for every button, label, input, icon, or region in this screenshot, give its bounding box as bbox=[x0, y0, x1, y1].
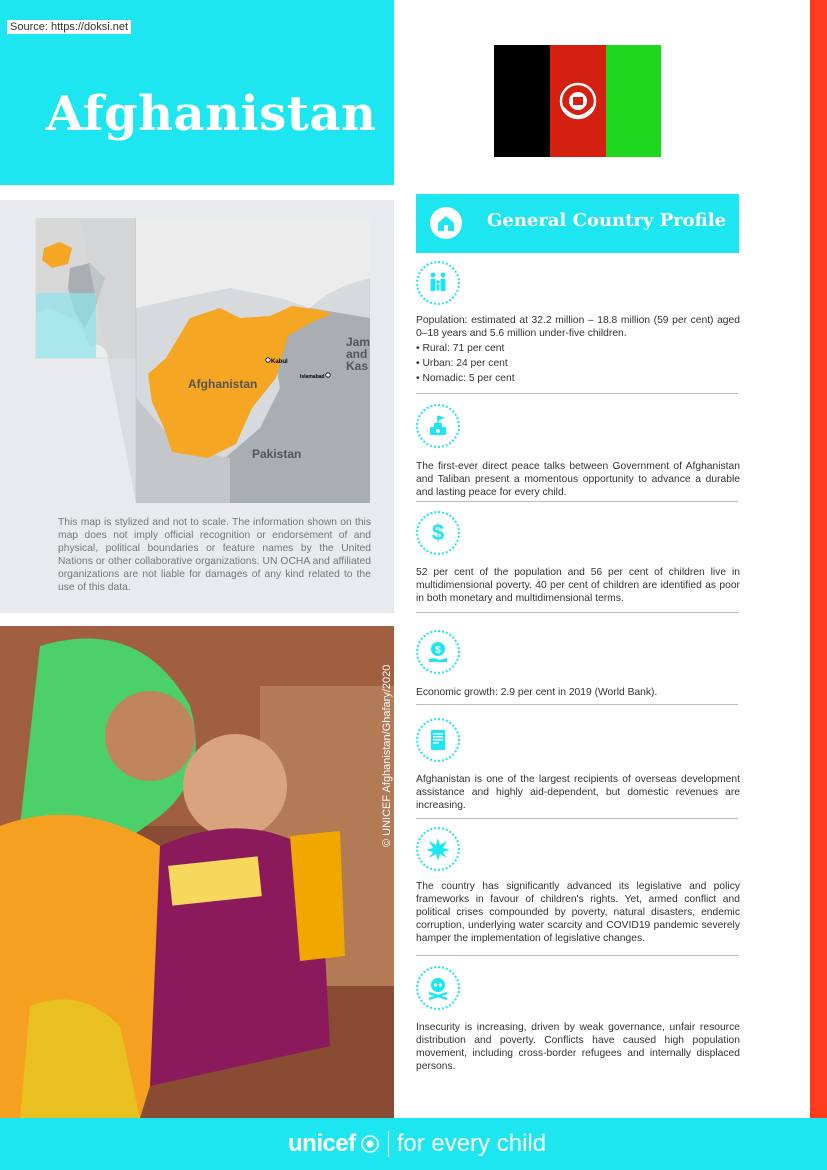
map-city-label: Islamabad bbox=[300, 374, 325, 380]
afghanistan-map bbox=[30, 218, 370, 503]
money-hand-icon bbox=[416, 630, 460, 674]
page-title: Afghanistan bbox=[46, 86, 377, 142]
divider bbox=[416, 704, 738, 705]
svg-text:$: $ bbox=[435, 645, 441, 656]
footer-logo bbox=[288, 1130, 546, 1158]
divider bbox=[416, 501, 738, 502]
divider bbox=[416, 393, 738, 394]
home-icon bbox=[430, 207, 462, 239]
map-capital-label: Kabul bbox=[271, 359, 288, 365]
photo-credit: © UNICEF Afghanistan/Ghafary/2020 bbox=[381, 664, 393, 847]
afghanistan-flag bbox=[494, 45, 661, 157]
unicef-emblem-icon bbox=[360, 1134, 380, 1154]
svg-text:$: $ bbox=[431, 520, 445, 545]
skull-icon bbox=[416, 966, 460, 1010]
divider bbox=[416, 612, 738, 613]
profile-item-population bbox=[416, 314, 740, 385]
children-photo bbox=[0, 626, 394, 1118]
burst-icon bbox=[416, 827, 460, 871]
peace-icon bbox=[416, 404, 460, 448]
unicef-wordmark: unicef bbox=[288, 1130, 356, 1157]
profile-item-aid: Afghanistan is one of the largest recipients of overseas development assistance and highly aid-dependent, but domestic revenues are increasing. bbox=[416, 774, 740, 811]
profile-item-legislation: The country has significantly advanced its legislative and policy frameworks in favour of children's rights. Yet, armed conflict and political crises compounded by poverty, natural disasters, endemic corruption, underlying water scarcity and COVID19 pandemic severely hamper the implementation of legislative changes. bbox=[416, 881, 740, 944]
flag-green-band bbox=[606, 45, 662, 157]
side-stripe bbox=[810, 0, 827, 1170]
flag-black-band bbox=[494, 45, 550, 157]
family-icon bbox=[416, 261, 460, 305]
profile-item-poverty: 52 per cent of the population and 56 per cent of children live in multidimensional poverty. 40 per cent of children are identified as poor in both monetary and multidimensional terms. bbox=[416, 567, 740, 604]
flag-emblem-icon bbox=[550, 45, 606, 157]
map-region-label: Jam and Kas bbox=[346, 335, 370, 373]
footer-tagline: for every child bbox=[396, 1130, 547, 1157]
dollar-icon bbox=[416, 511, 460, 555]
divider bbox=[416, 955, 738, 956]
map-disclaimer: This map is stylized and not to scale. The information shown on this map does not imply official recognition or endorsement of and physical, political boundaries or feature names by the United Nations or other collaborative organizations. UN OCHA and affiliated organizations are not liable for damages of any kind related to the use of this data. bbox=[58, 517, 371, 593]
map-country-label: Afghanistan bbox=[188, 377, 258, 391]
nomadic-text: • Nomadic: 5 per cent bbox=[416, 373, 515, 384]
urban-text: • Urban: 24 per cent bbox=[416, 358, 508, 369]
population-text: Population: estimated at 32.2 million – 18.8 million (59 per cent) aged 0–18 years and 5.6 million under-five children. bbox=[416, 315, 740, 339]
flag-red-band bbox=[550, 45, 606, 157]
profile-heading: General Country Profile bbox=[487, 210, 727, 231]
footer-separator bbox=[388, 1131, 389, 1157]
divider bbox=[416, 818, 738, 819]
map-neighbor-label: Pakistan bbox=[252, 447, 302, 461]
source-label: Source: https://doksi.net bbox=[7, 20, 131, 34]
profile-item-insecurity: Insecurity is increasing, driven by weak governance, unfair resource distribution and poverty. Conflicts have caused high population movement, including cross-border refugees and internally displaced persons. bbox=[416, 1022, 740, 1072]
document-icon bbox=[416, 718, 460, 762]
profile-item-growth: Economic growth: 2.9 per cent in 2019 (World Bank). bbox=[416, 687, 658, 698]
profile-item-peace: The first-ever direct peace talks between Government of Afghanistan and Taliban present a momentous opportunity to advance a durable and lasting peace for every child. bbox=[416, 461, 740, 498]
rural-text: • Rural: 71 per cent bbox=[416, 343, 505, 354]
